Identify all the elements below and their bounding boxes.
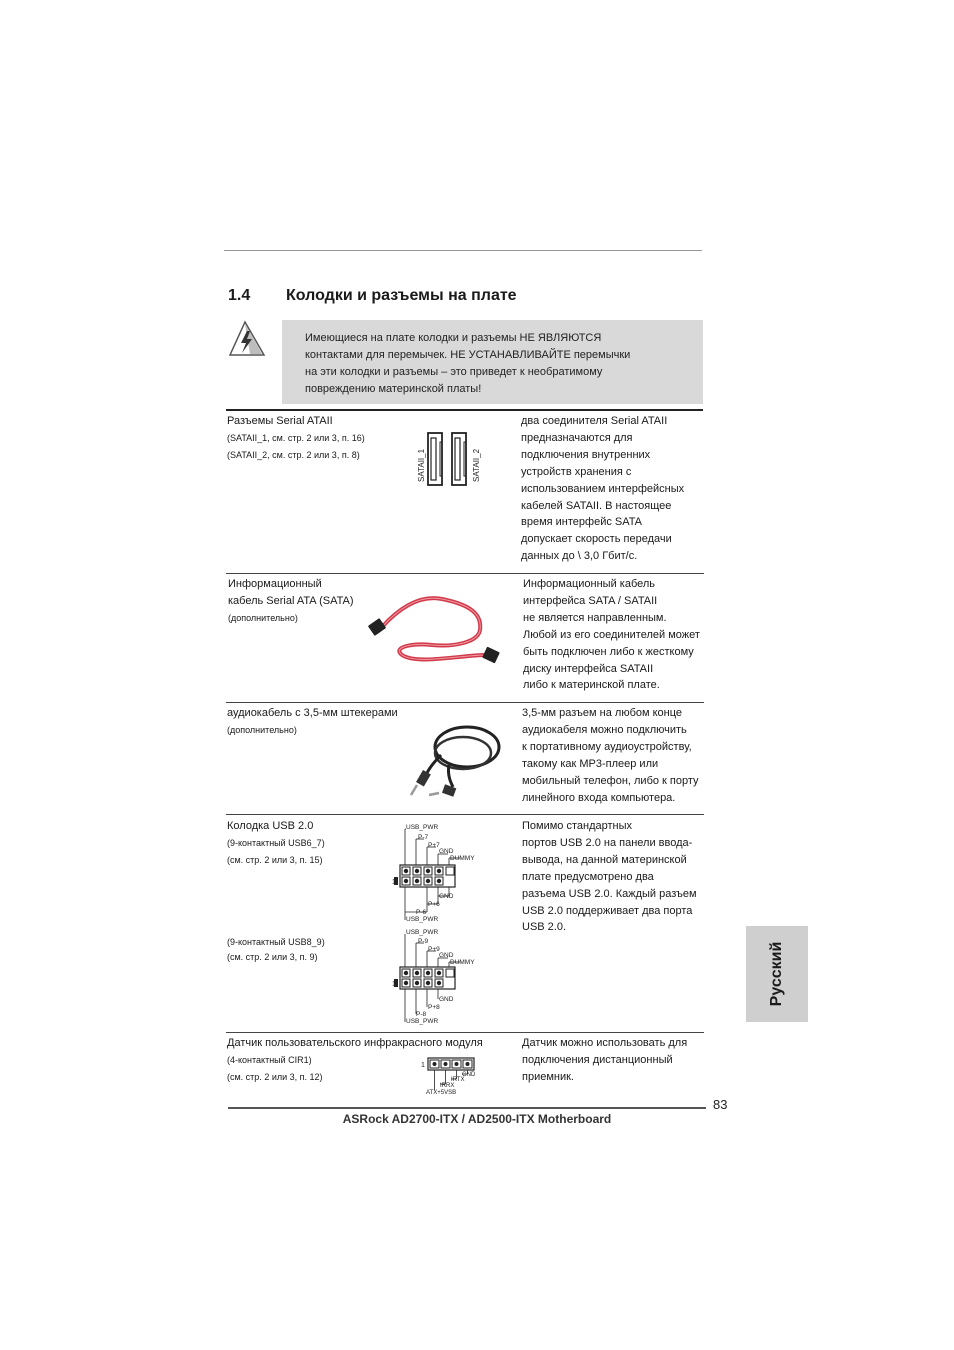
header-rule: [224, 250, 702, 251]
cir-title: Датчик пользовательского инфракрасного модуля: [227, 1037, 483, 1049]
sata-label-1: SATAII_1: [417, 448, 426, 482]
desc-line: интерфейса SATA / SATAII: [523, 594, 658, 607]
desc-line: аудиокабеля можно подключить: [522, 723, 687, 736]
pin-label: USB_PWR: [406, 824, 439, 831]
usb-description: [522, 818, 697, 936]
sata-title: Разъемы Serial ATAII: [227, 415, 333, 427]
pin-label: P-7: [418, 834, 429, 841]
warning-note: [282, 320, 703, 404]
usb-title: Колодка USB 2.0: [227, 820, 314, 832]
warning-line: повреждению материнской платы!: [305, 383, 482, 395]
desc-line: такому как MP3-плеер или: [522, 757, 659, 770]
sata-label-2: SATAII_2: [472, 448, 481, 482]
desc-line: к портативному аудиоустройству,: [522, 740, 692, 753]
audio-cable-title: аудиокабель с 3,5-мм штекерами: [227, 707, 398, 719]
sata-ref: (SATAII_1, см. стр. 2 или 3, п. 16): [227, 433, 365, 443]
desc-line: плате предусмотрено два: [522, 870, 654, 883]
sata-connectors-diagram: [412, 430, 488, 488]
pin-label: IRRX: [440, 1083, 455, 1089]
desc-line: предназначаются для: [521, 431, 633, 444]
desc-line: использованием интерфейсных: [521, 482, 685, 495]
pin-label: P-6: [416, 909, 427, 916]
section-heading: Колодки и разъемы на плате: [286, 287, 517, 304]
desc-line: вывода, на данной материнской: [522, 853, 687, 866]
footer-product: ASRock AD2700-ITX / AD2500-ITX Motherboard: [342, 1112, 612, 1126]
desc-line: допускает скорость передачи: [521, 533, 672, 546]
desc-line: Помимо стандартных: [522, 820, 633, 832]
pin-label: GND: [462, 1072, 476, 1078]
page-number: 83: [713, 1097, 728, 1112]
sata-cable-note: (дополнительно): [228, 613, 298, 623]
desc-line: приемник.: [522, 1070, 574, 1083]
pin-label: USB_PWR: [406, 1018, 439, 1025]
desc-line: время интерфейс SATA: [521, 516, 642, 529]
desc-line: подключения внутренних: [521, 448, 651, 461]
desc-line: Информационный кабель: [523, 578, 656, 590]
sata-description: [521, 413, 684, 565]
pin1-label: 1: [392, 879, 396, 886]
row-divider: [226, 814, 704, 815]
usb-ref: (9-контактный USB8_9): [227, 937, 325, 947]
desc-line: Датчик можно использовать для: [522, 1037, 688, 1049]
row-divider: [226, 702, 704, 703]
desc-line: устройств хранения с: [521, 465, 632, 478]
pin-label: USB_PWR: [406, 916, 439, 923]
desc-line: мобильный телефон, либо к порту: [522, 774, 699, 787]
usb-ref: (см. стр. 2 или 3, п. 15): [227, 855, 323, 865]
warning-line: на эти колодки и разъемы – это приведет к необратимому: [305, 366, 603, 378]
warning-line: контактами для перемычек. НЕ УСТАНАВЛИВАЙТЕ перемычки: [305, 349, 631, 361]
pin-label: IRTX: [451, 1077, 465, 1083]
language-tab: [746, 926, 808, 1022]
warning-line: Имеющиеся на плате колодки и разъемы НЕ ЯВЛЯЮТСЯ: [305, 332, 602, 344]
pin-label: P+6: [428, 901, 440, 908]
audio-cable-image: [405, 715, 505, 805]
cir-ref: (4-контактный CIR1): [227, 1055, 312, 1065]
pin-label: GND: [439, 848, 454, 855]
row-divider: [226, 1032, 704, 1033]
pin-label: ATX+5VSB: [426, 1090, 457, 1096]
desc-line: быть подключен либо к жесткому: [523, 645, 694, 658]
pin-label: P+7: [428, 842, 440, 849]
pin1-label: 1: [392, 981, 396, 988]
desc-line: данных до \ 3,0 Гбит/с.: [521, 550, 638, 563]
cir-ref: (см. стр. 2 или 3, п. 12): [227, 1072, 323, 1082]
pin-label: GND: [439, 996, 454, 1003]
desc-line: Любой из его соединителей может: [523, 628, 700, 641]
desc-line: диску интерфейса SATAII: [523, 662, 654, 675]
desc-line: кабелей SATAII. В настоящее: [521, 499, 672, 512]
desc-line: не является направленным.: [523, 611, 667, 624]
section-title: [228, 287, 517, 305]
cir-header-diagram: [418, 1054, 488, 1098]
pin-label: P+9: [428, 946, 440, 953]
pin-label: GND: [439, 893, 454, 900]
pin-label: P-9: [418, 938, 429, 945]
desc-line: разъема USB 2.0. Каждый разъем: [522, 887, 697, 900]
desc-line: подключения дистанционный: [522, 1053, 673, 1066]
pin-label: DUMMY: [450, 855, 475, 862]
sata-cable-title: [228, 576, 354, 610]
sata-cable-image: [362, 585, 507, 675]
pin-label: DUMMY: [450, 959, 475, 966]
usb-ref: (см. стр. 2 или 3, п. 9): [227, 952, 318, 962]
title-line: кабель Serial ATA (SATA): [228, 595, 354, 607]
footer-rule: [228, 1107, 706, 1109]
title-line: Информационный: [228, 578, 322, 590]
section-number: 1.4: [228, 287, 251, 304]
section-rule: [226, 409, 703, 411]
usb6-7-header-diagram: [392, 820, 482, 924]
language-tab-label: Русский: [768, 941, 785, 1007]
pin-label: P-8: [416, 1011, 427, 1018]
pin1-label: 1: [421, 1062, 425, 1069]
desc-line: два соединителя Serial ATAII: [521, 415, 668, 427]
desc-line: USB 2.0.: [522, 921, 567, 934]
desc-line: 3,5-мм разъем на любом конце: [522, 707, 683, 719]
pin-label: USB_PWR: [406, 929, 439, 936]
desc-line: линейного входа компьютера.: [522, 791, 676, 804]
cir-description: [522, 1035, 687, 1086]
audio-cable-description: [522, 705, 699, 806]
desc-line: либо к материнской плате.: [523, 679, 660, 692]
desc-line: портов USB 2.0 на панели ввода-: [522, 836, 693, 849]
sata-cable-description: [523, 576, 700, 694]
warning-lightning-icon: [226, 320, 268, 358]
pin-label: P+8: [428, 1004, 440, 1011]
pin-label: GND: [439, 952, 454, 959]
audio-cable-note: (дополнительно): [227, 725, 297, 735]
desc-line: USB 2.0 поддерживает два порта: [522, 904, 693, 917]
sata-ref: (SATAII_2, см. стр. 2 или 3, п. 8): [227, 450, 360, 460]
usb-ref: (9-контактный USB6_7): [227, 838, 325, 848]
usb8-9-header-diagram: [392, 926, 482, 1026]
row-divider: [226, 573, 704, 574]
